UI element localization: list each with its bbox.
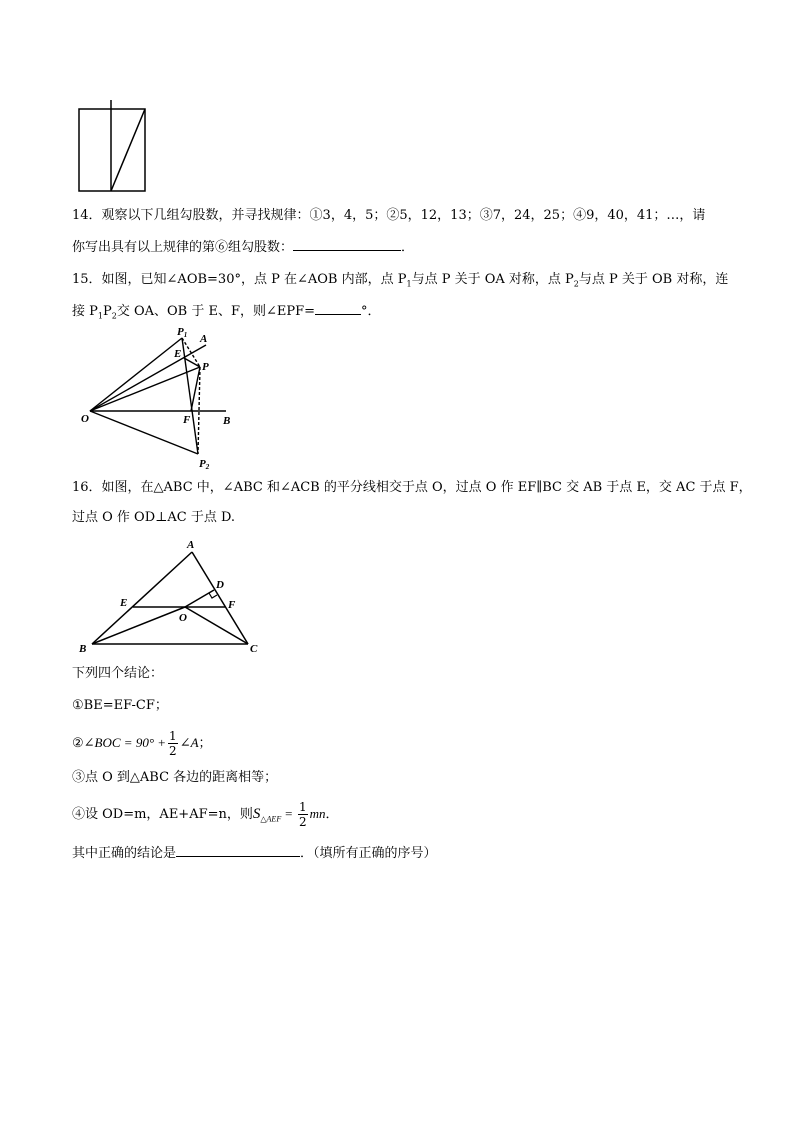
q15-sub-1b: 1 [97, 311, 103, 321]
c4-frac-den: 2 [298, 815, 307, 829]
q14-line2-text: 你写出具有以上规律的第⑥组勾股数： [72, 240, 294, 255]
label-A: A [187, 539, 195, 551]
q14-tail: ． [401, 240, 415, 255]
c4-prefix: ④设 OD=m，AE+AF=n，则 [72, 807, 253, 822]
label-O: O [179, 612, 187, 624]
c4-eq: = [284, 806, 293, 821]
c2-prefix: ② [72, 736, 84, 751]
label-E: E [174, 348, 182, 360]
q16-conclusion-1: ①BE=EF-CF； [72, 698, 168, 713]
label-O: O [81, 413, 89, 425]
segment-OP2 [90, 411, 198, 454]
label-F: F [228, 599, 236, 611]
q15-line2-b: P [102, 304, 112, 319]
q16-conclusion-3: ③点 O 到△ABC 各边的距离相等； [72, 770, 278, 785]
label-P2: P2 [199, 458, 210, 471]
q15-sub-1: 1 [406, 279, 412, 289]
c2-math-a: ∠BOC = 90° + [83, 735, 167, 750]
segment-OP1 [90, 338, 182, 411]
label-P: P [202, 361, 209, 373]
q15-line1 [72, 270, 732, 295]
c4-frac-num: 1 [298, 800, 307, 814]
label-B: B [223, 415, 231, 427]
label-B: B [79, 643, 87, 655]
q16-conclusion-2 [72, 726, 732, 760]
segment-CO [185, 607, 248, 644]
c2-frac-den: 2 [169, 744, 177, 758]
c4-S: S [252, 806, 261, 822]
c4-S-sub: △AEF [260, 814, 282, 824]
q16-question-text: 其中正确的结论是 [72, 846, 177, 861]
c4-suffix: ． [325, 807, 339, 822]
c2-fraction [168, 729, 178, 758]
segment-P1P2 [182, 338, 198, 454]
q16-line1: 16．如图，在△ABC 中，∠ABC 和∠ACB 的平分线相交于点 O，过点 O 作 EF∥BC 交 AB 于点 E，交 AC 于点 F， [72, 480, 752, 495]
q15-tail: °． [361, 304, 381, 319]
q16-line2: 过点 O 作 OD⊥AC 于点 D. [72, 510, 236, 525]
q14-line1: 14．观察以下几组勾股数，并寻找规律：①3，4，5；②5，12，13；③7，24，25；④9，40，41；…，请 [72, 208, 706, 223]
q16-intro: 下列四个结论： [72, 666, 164, 681]
q16-question-tail: ．（填所有正确的序号） [300, 846, 437, 861]
label-E: E [120, 597, 128, 609]
q14-answer-blank [293, 236, 401, 251]
right-angle-mark [209, 593, 217, 598]
c2-math-b: ∠A [179, 735, 199, 750]
c4-fraction [298, 800, 308, 829]
q15-answer-blank [315, 300, 361, 315]
figure-diagonal-line [111, 109, 145, 191]
label-F: F [183, 414, 191, 426]
label-C: C [250, 643, 258, 655]
q14-line2 [72, 236, 732, 258]
c4-mn: mn [309, 806, 326, 821]
q15-line1-b: 与点 P 关于 OA 对称，点 P [411, 272, 574, 287]
q15-figure [78, 326, 238, 472]
rectangle-figure [76, 100, 148, 196]
c2-frac-num: 1 [169, 729, 177, 743]
q15-line1-a: 15．如图，已知∠AOB=30°，点 P 在∠AOB 内部，点 P [72, 272, 407, 287]
c2-suffix: ； [198, 736, 212, 751]
q16-answer-blank [176, 842, 300, 857]
q16-question [72, 842, 732, 864]
label-A: A [200, 333, 208, 345]
q15-sub-2: 2 [573, 279, 579, 289]
q16-conclusion-4 [72, 796, 732, 832]
q15-line2-c: 交 OA、OB 于 E、F，则∠EPF= [116, 304, 316, 319]
q15-line2 [72, 300, 732, 327]
q16-figure [76, 538, 264, 656]
side-AB [92, 552, 192, 644]
ray-OA [90, 345, 206, 411]
q15-line2-a: 接 P [72, 304, 98, 319]
label-D: D [216, 579, 224, 591]
label-P1: P1 [177, 326, 188, 339]
segment-OD [185, 590, 214, 607]
q15-sub-2b: 2 [111, 311, 117, 321]
segment-BO [92, 607, 185, 644]
segment-OP [90, 367, 200, 411]
figure-rectangle [79, 109, 145, 191]
q15-line1-c: 与点 P 关于 OB 对称，连 [578, 272, 729, 287]
